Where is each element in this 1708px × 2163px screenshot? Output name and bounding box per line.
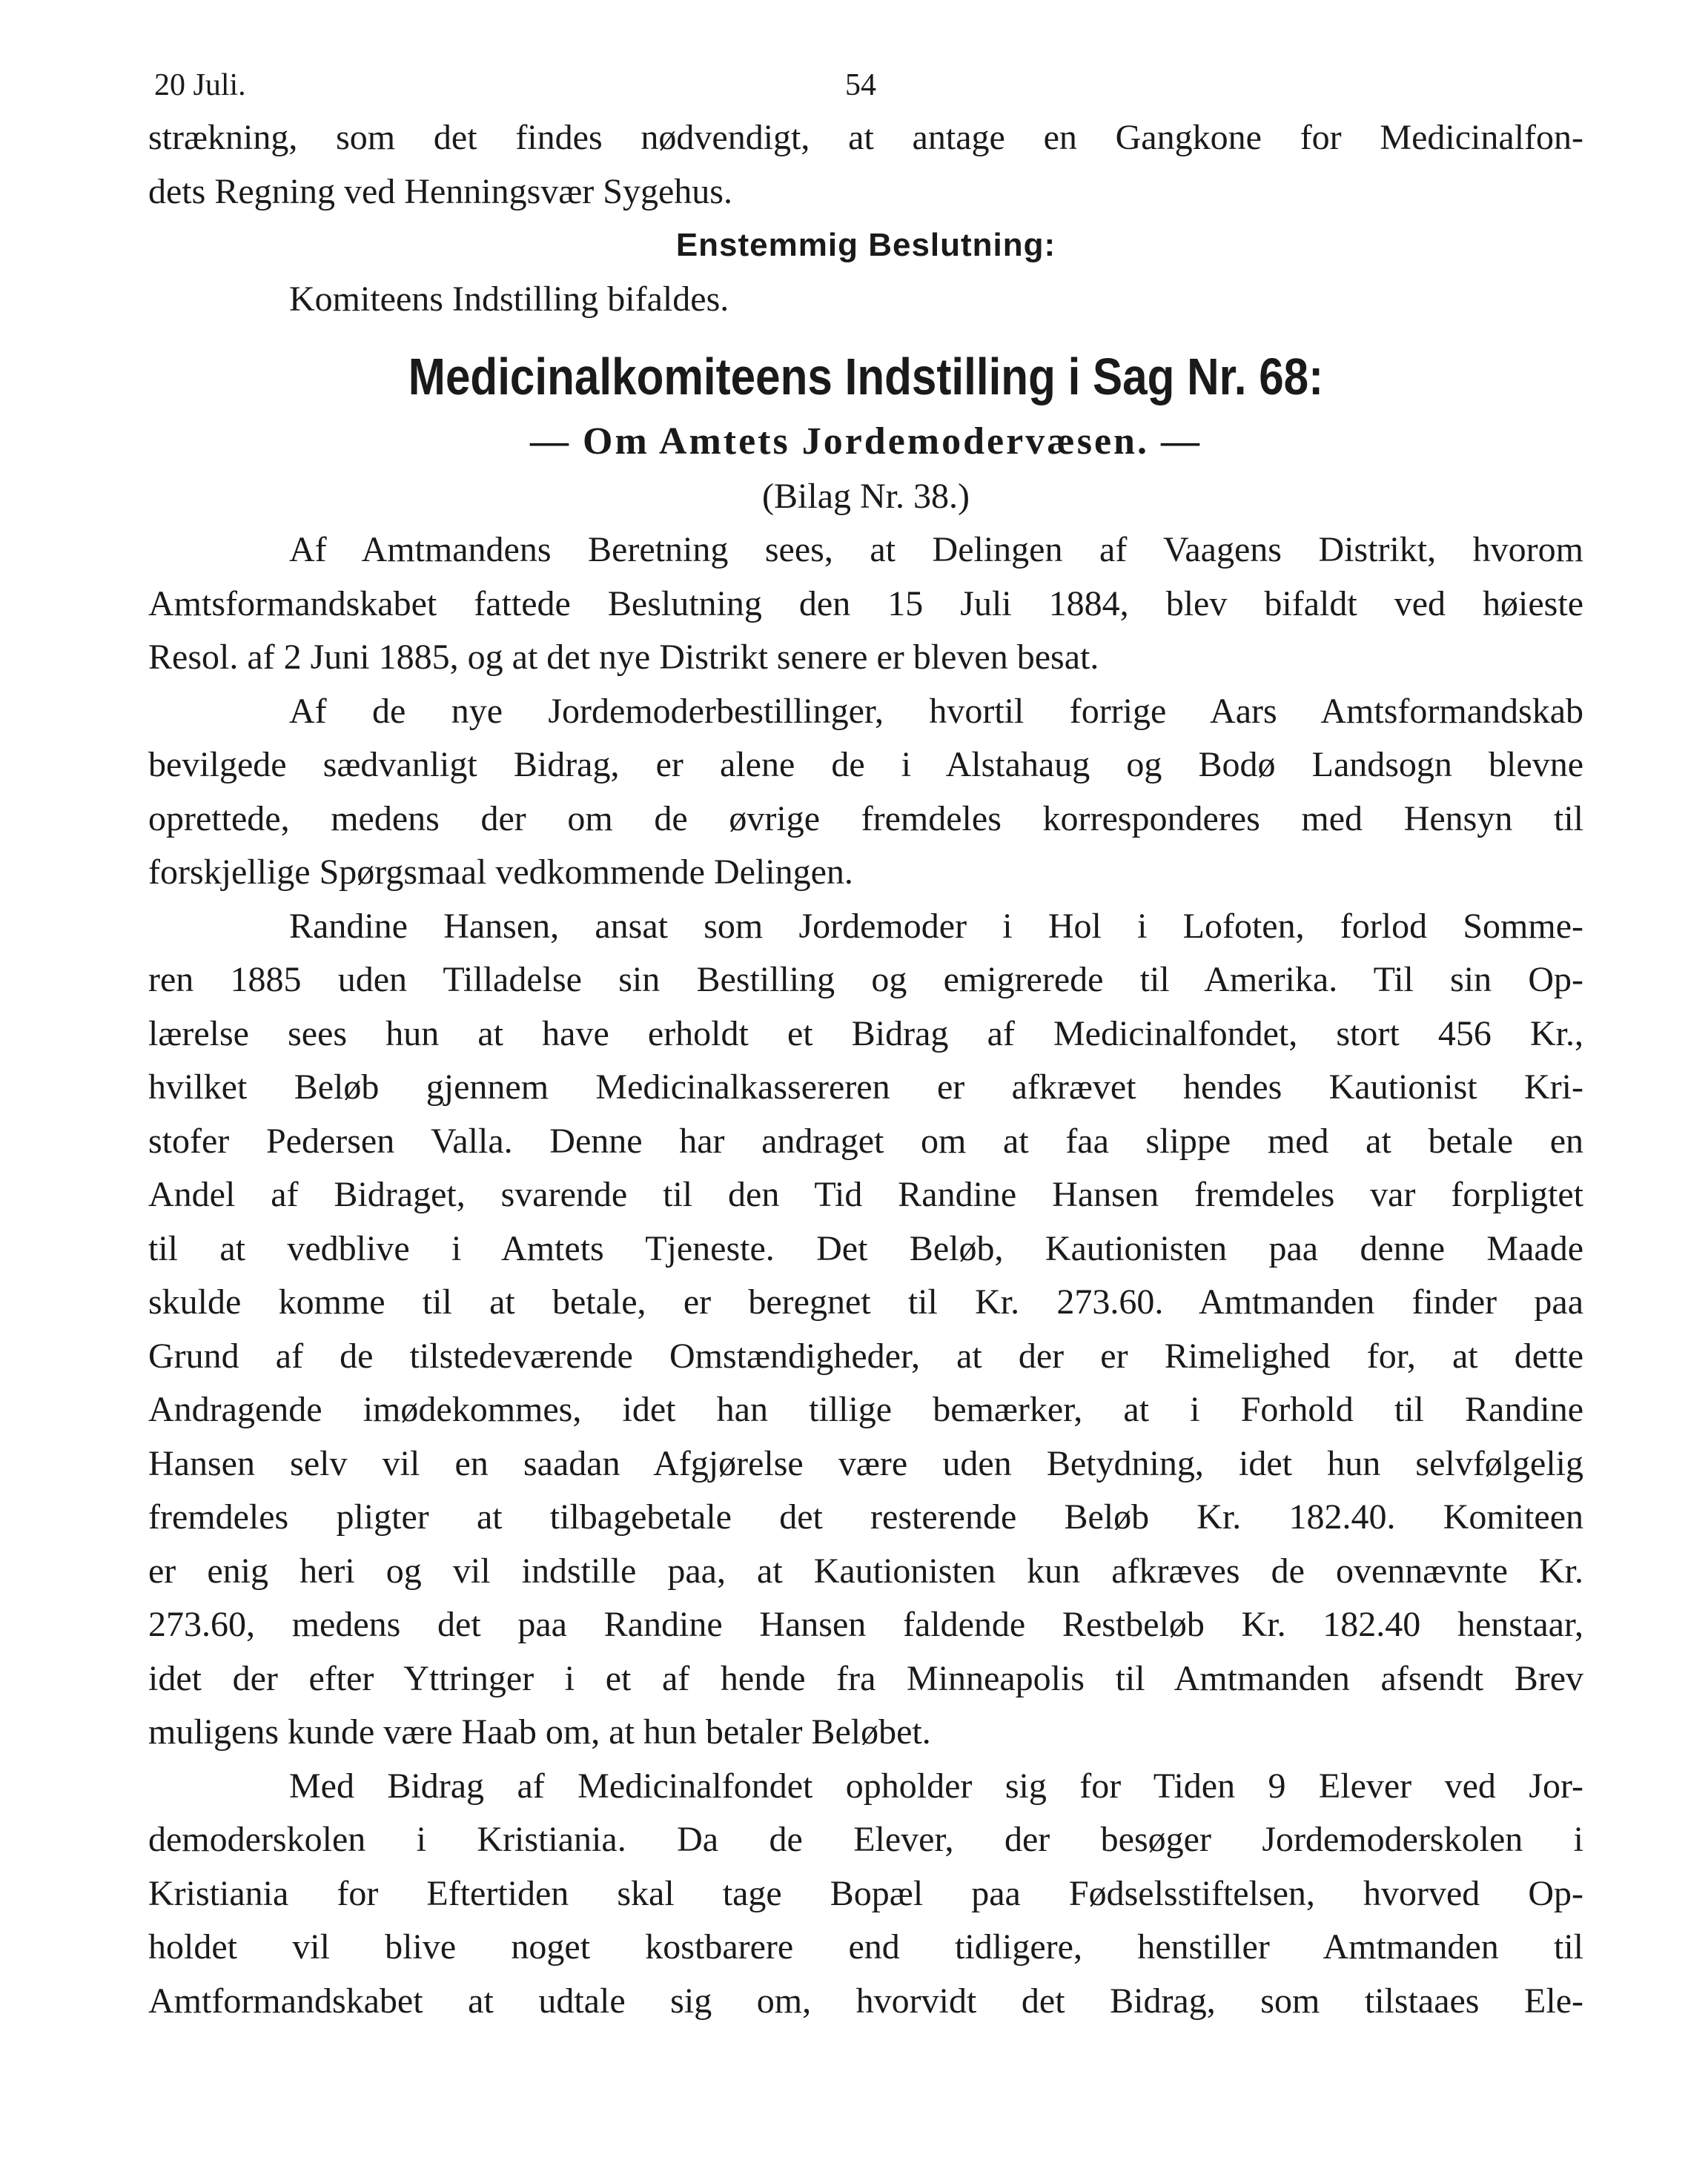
decision-title: Enstemmig Beslutning:: [675, 227, 1056, 263]
paragraph-line: skulde komme til at betale, er beregnet til Kr. 273.60. Amtmanden finder paa: [148, 1282, 1583, 1322]
paragraph-line: bevilgede sædvanligt Bidrag, er alene de i Alstahaug og Bodø Landsogn blevne: [148, 745, 1583, 784]
paragraph-line: Amtsformandskabet fattede Beslutning den 15 Juli 1884, blev bifaldt ved høieste: [148, 583, 1583, 623]
paragraph-line: lærelse sees hun at have erholdt et Bidrag af Medicinalfondet, stort 456 Kr.,: [148, 1013, 1583, 1053]
paragraph-line: Med Bidrag af Medicinalfondet opholder sig for Tiden 9 Elever ved Jor-: [289, 1766, 1583, 1806]
page-body: [148, 111, 1583, 2028]
paragraph-line: Andragende imødekommes, idet han tillige bemærker, at i Forhold til Randine: [148, 1390, 1583, 1429]
paragraph-line: 273.60, medens det paa Randine Hansen faldende Restbeløb Kr. 182.40 henstaar,: [148, 1605, 1583, 1644]
paragraph-line: ren 1885 uden Tilladelse sin Bestilling og emigrerede til Amerika. Til sin Op-: [148, 960, 1583, 999]
paragraph-line: Amtformandskabet at udtale sig om, hvorvidt det Bidrag, som tilstaaes Ele-: [148, 1981, 1583, 2021]
paragraph-line: er enig heri og vil indstille paa, at Kautionisten kun afkræves de ovennævnte Kr.: [148, 1551, 1583, 1591]
page-header: [148, 59, 1583, 111]
paragraph-line: Randine Hansen, ansat som Jordemoder i Hol i Lofoten, forlod Somme-: [289, 906, 1583, 946]
paragraph-line: stofer Pedersen Valla. Denne har andraget om at faa slippe med at betale en: [148, 1121, 1583, 1161]
paragraph: [148, 1760, 1583, 2029]
paragraph-line: Af Amtmandens Beretning sees, at Delingen af Vaagens Distrikt, hvorom: [289, 530, 1583, 569]
paragraph-line: holdet vil blive noget kostbarere end tidligere, henstiller Amtmanden til: [148, 1927, 1583, 1967]
paragraph: [148, 900, 1583, 1760]
paragraph-line: Kristiania for Eftertiden skal tage Bopæl paa Fødselsstiftelsen, hvorved Op-: [148, 1873, 1583, 1913]
paragraph-line: forskjellige Spørgsmaal vedkommende Delingen.: [148, 852, 853, 892]
paragraph-line: Hansen selv vil en saadan Afgjørelse være uden Betydning, idet hun selvfølgelig: [148, 1443, 1583, 1483]
page-number: 54: [845, 68, 876, 102]
paragraph-line: muligens kunde være Haab om, at hun betaler Beløbet.: [148, 1712, 931, 1752]
section-subheading: — Om Amtets Jordemodervæsen. —: [530, 420, 1202, 463]
bilag-reference: (Bilag Nr. 38.): [762, 477, 970, 516]
paragraph-line: Resol. af 2 Juni 1885, og at det nye Distrikt senere er bleven besat.: [148, 637, 1099, 677]
paragraph-line: til at vedblive i Amtets Tjeneste. Det Beløb, Kautionisten paa denne Maade: [148, 1228, 1583, 1268]
section-heading: Medicinalkomiteens Indstilling i Sag Nr. 68:: [408, 348, 1324, 405]
paragraph-line: idet der efter Yttringer i et af hende fra Minneapolis til Amtmanden afsendt Brev: [148, 1658, 1583, 1698]
paragraph-line: Grund af de tilstedeværende Omstændigheder, at der er Rimelighed for, at dette: [148, 1336, 1583, 1376]
decision-text: Komiteens Indstilling bifaldes.: [289, 279, 729, 319]
paragraph-line: Af de nye Jordemoderbestillinger, hvortil forrige Aars Amtsformandskab: [289, 691, 1583, 731]
paragraph-line: fremdeles pligter at tilbagebetale det resterende Beløb Kr. 182.40. Komiteen: [148, 1497, 1583, 1537]
intro-line: dets Regning ved Henningsvær Sygehus.: [148, 171, 732, 211]
paragraph-line: demoderskolen i Kristiania. Da de Elever, der besøger Jordemoderskolen i: [148, 1820, 1583, 1859]
header-date: 20 Juli.: [154, 68, 246, 102]
paragraph: [148, 523, 1583, 685]
document-page: [148, 59, 1583, 2135]
paragraph-line: oprettede, medens der om de øvrige fremdeles korresponderes med Hensyn til: [148, 798, 1583, 838]
intro-line: strækning, som det findes nødvendigt, at antage en Gangkone for Medicinalfon-: [148, 118, 1583, 157]
paragraph-line: hvilket Beløb gjennem Medicinalkassereren er afkrævet hendes Kautionist Kri-: [148, 1067, 1583, 1107]
paragraph-line: Andel af Bidraget, svarende til den Tid Randine Hansen fremdeles var forpligtet: [148, 1175, 1583, 1214]
paragraph: [148, 685, 1583, 900]
